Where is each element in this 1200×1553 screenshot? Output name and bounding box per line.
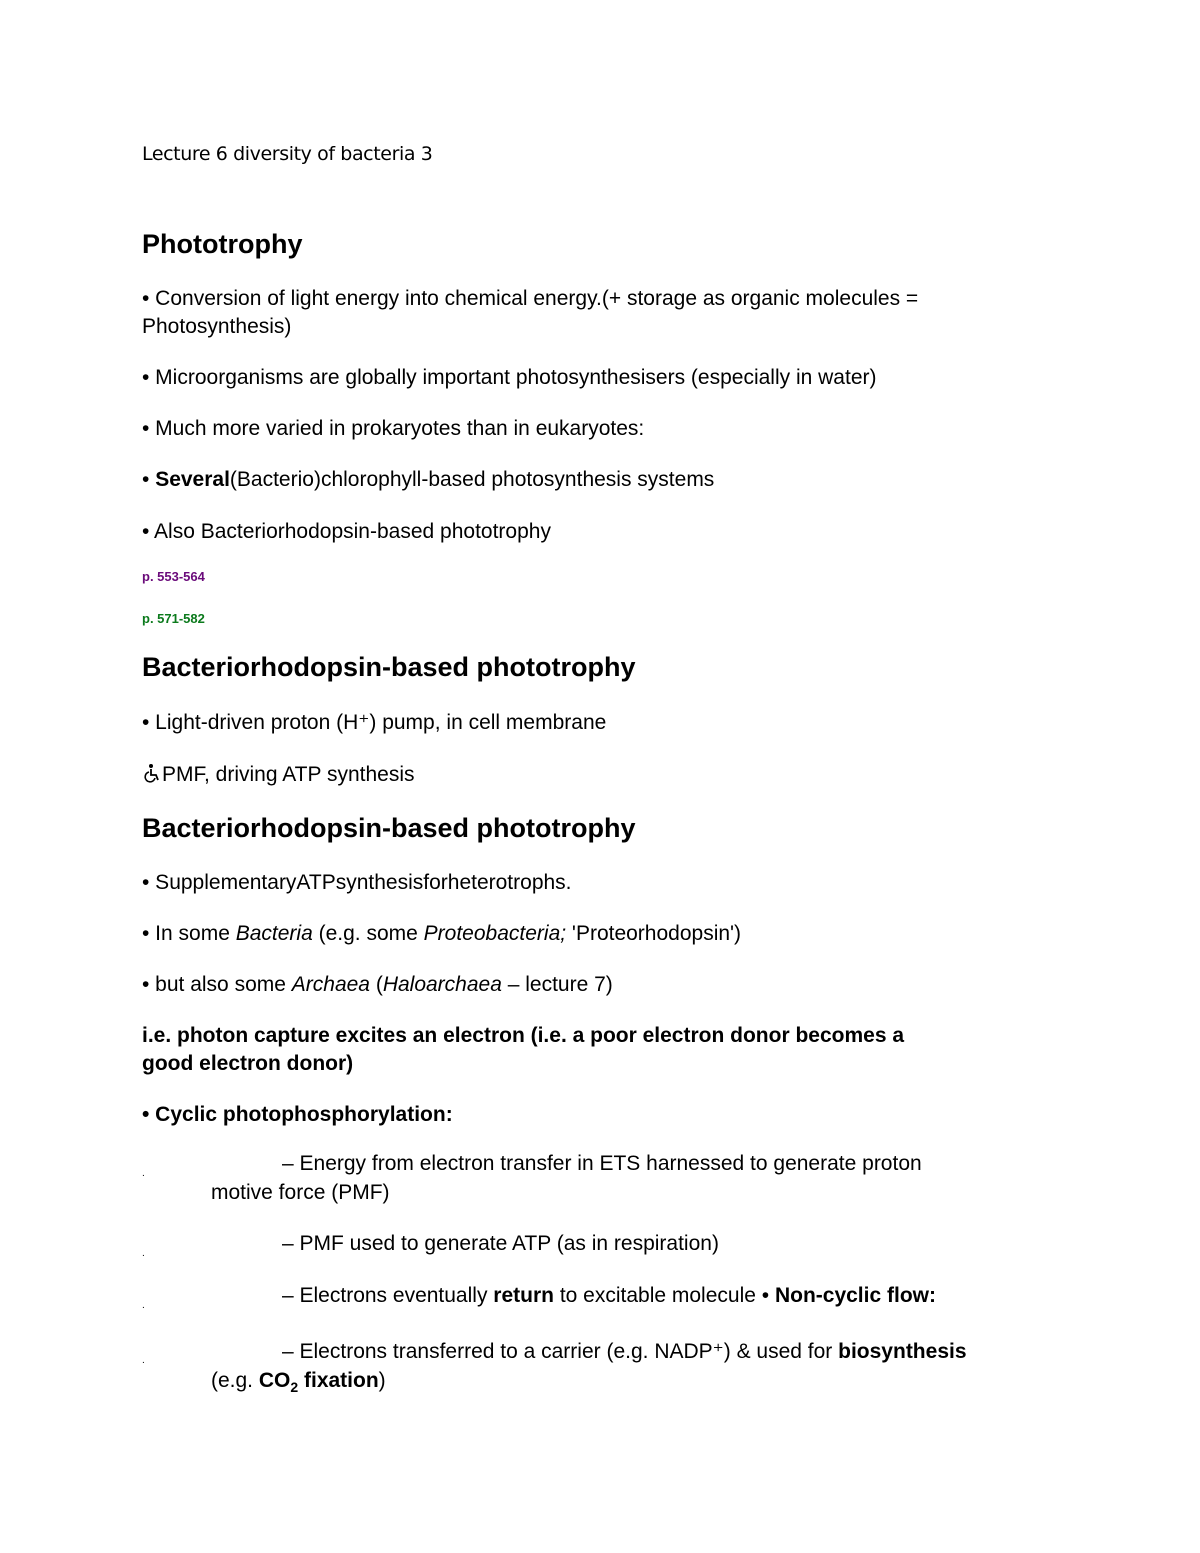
text-bacteria-italic: Bacteria — [235, 922, 313, 945]
sub-electrons-transferred-line2 — [211, 1369, 386, 1395]
bullet-in-some-bacteria — [142, 920, 741, 948]
text-segment: ( — [369, 973, 383, 996]
bullet-also: • Also Bacteriorhodopsin-based phototrophy — [142, 520, 551, 543]
page-reference-2: p. 571-582 — [142, 611, 205, 626]
text-segment: to excitable molecule • — [553, 1284, 775, 1307]
text-fixation-bold: fixation — [298, 1369, 379, 1392]
bullet-conversion-line1: • Conversion of light energy into chemical energy.(+ storage as organic molecules = — [142, 287, 919, 310]
heading-phototrophy: Phototrophy — [142, 229, 303, 259]
sub-energy-line1: – Energy from electron transfer in ETS harnessed to generate proton — [282, 1152, 922, 1175]
text-segment: 'Proteorhodopsin') — [566, 922, 742, 945]
bullet-light-driven: • Light-driven proton (H⁺) pump, in cell membrane — [142, 711, 607, 734]
text-haloarchaea-italic: Haloarchaea — [382, 973, 502, 996]
sub-pmf-atp: – PMF used to generate ATP (as in respiration) — [282, 1232, 719, 1255]
text-segment: – Electrons eventually — [282, 1284, 494, 1307]
text-biosynthesis-bold: biosynthesis — [838, 1340, 967, 1363]
list-marker: . — [142, 1355, 145, 1366]
sub-electrons-transferred-line1 — [282, 1339, 967, 1364]
bullet-several-bold: Several — [155, 468, 230, 491]
bullet-several-prefix: • — [142, 468, 156, 491]
wheelchair-icon — [142, 761, 162, 789]
heading-bacteriorhodopsin-1: Bacteriorhodopsin-based phototrophy — [142, 652, 636, 682]
bullet-archaea — [142, 971, 613, 999]
text-segment: • but also some — [142, 973, 292, 996]
heading-bacteriorhodopsin-2: Bacteriorhodopsin-based phototrophy — [142, 813, 636, 843]
bullet-several-rest: (Bacterio)chlorophyll-based photosynthesis systems — [229, 468, 715, 491]
text-proteobacteria-italic: Proteobacteria; — [423, 922, 567, 945]
text-archaea-italic: Archaea — [291, 973, 370, 996]
bullet-supplementary: • SupplementaryATPsynthesisforheterotrophs. — [142, 871, 572, 894]
bullet-varied: • Much more varied in prokaryotes than in eukaryotes: — [142, 417, 645, 440]
pmf-line — [142, 761, 414, 789]
list-marker: . — [142, 1300, 145, 1311]
text-noncyclic-bold: Non-cyclic flow: — [774, 1284, 936, 1307]
bullet-conversion-line2: Photosynthesis) — [142, 315, 292, 338]
text-segment: (e.g. — [211, 1369, 259, 1392]
text-segment: ) — [378, 1369, 386, 1392]
bullet-microorganisms: • Microorganisms are globally important photosynthesisers (especially in water) — [142, 366, 877, 389]
ie-statement-line2: good electron donor) — [142, 1052, 354, 1075]
page-reference-1: p. 553-564 — [142, 569, 205, 584]
list-marker: . — [142, 1248, 145, 1259]
text-subscript-2: 2 — [290, 1379, 299, 1396]
ie-statement-line1: i.e. photon capture excites an electron (i.e. a poor electron donor becomes a — [142, 1024, 905, 1047]
bullet-cyclic: • Cyclic photophosphorylation: — [142, 1103, 453, 1126]
sub-electrons-return — [282, 1284, 936, 1308]
lecture-title: Lecture 6 diversity of bacteria 3 — [142, 143, 433, 165]
text-segment: (e.g. some — [312, 922, 424, 945]
bullet-several — [142, 466, 714, 494]
text-segment: – lecture 7) — [501, 973, 613, 996]
text-co-bold: CO — [258, 1369, 291, 1392]
text-segment: – Electrons transferred to a carrier (e.g. NADP⁺) & used for — [282, 1340, 839, 1363]
sub-energy-line2: motive force (PMF) — [211, 1181, 390, 1204]
text-segment: • In some — [142, 922, 236, 945]
pmf-text: PMF, driving ATP synthesis — [162, 763, 415, 786]
list-marker: . — [142, 1168, 145, 1179]
text-return-bold: return — [493, 1284, 554, 1307]
